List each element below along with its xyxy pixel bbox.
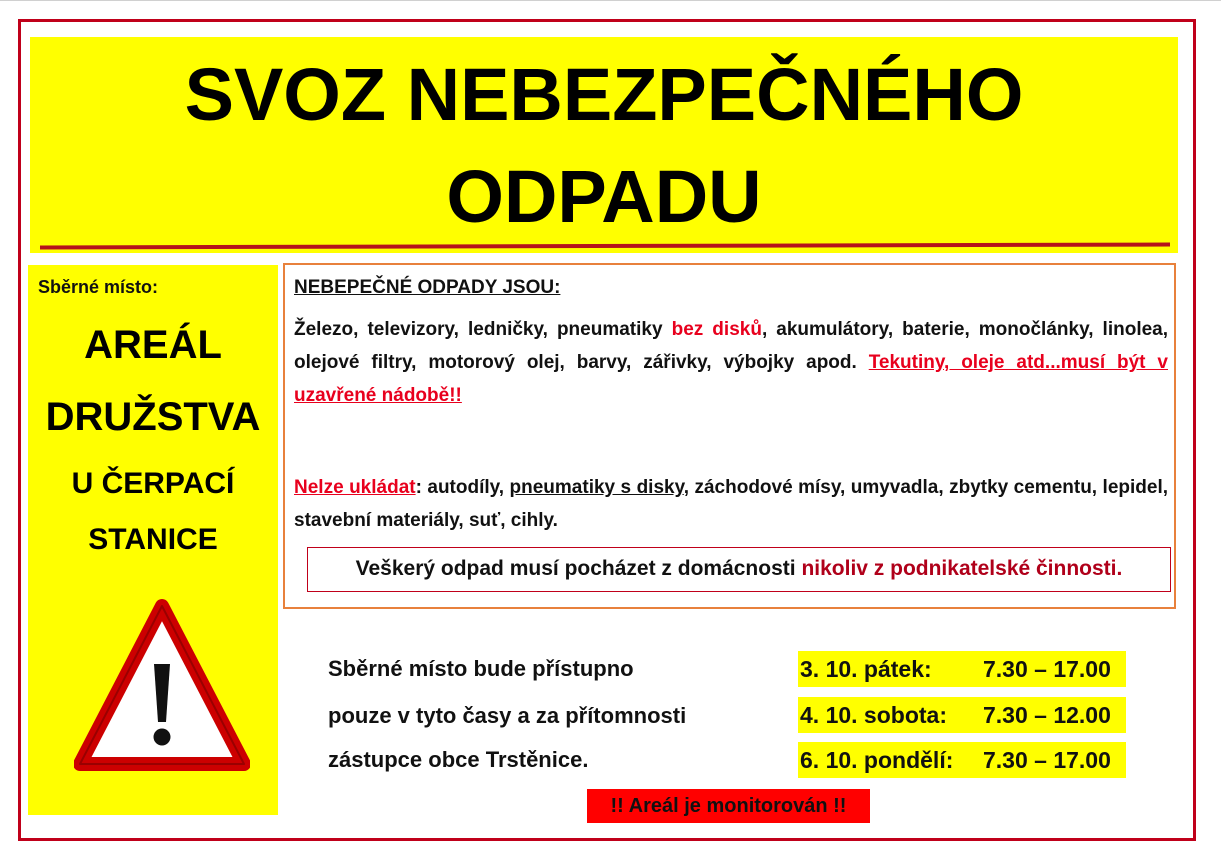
tires-with-rims-text: pneumatiky s disky [509,477,684,498]
schedule-day: 4. 10. sobota: [800,702,947,728]
warning-triangle-icon [74,598,250,774]
accepted-waste-paragraph [294,313,1168,412]
rejected-text-2: , záchodové mísy, umyvadla, zbytky cementu, lepidel, stavební materiály, suť, cihly. [294,477,1168,531]
access-line-2: pouze v tyto časy a za přítomnosti [328,703,687,728]
note-text: Veškerý odpad musí pocházet z domácnosti [355,557,802,580]
schedule-row [798,651,1126,687]
schedule-row [798,697,1126,733]
location-line-2: DRUŽSTVA [45,395,261,439]
schedule-day: 3. 10. pátek: [800,656,932,682]
without-rims-text: bez disků [671,319,762,340]
schedule-time: 7.30 – 12.00 [983,702,1111,728]
household-only-note [307,547,1171,592]
title-line-2: ODPADU [446,155,762,238]
schedule-time: 7.30 – 17.00 [983,747,1111,773]
page-title [30,37,1178,253]
schedule-day: 6. 10. pondělí: [800,747,954,773]
schedule-row [798,742,1126,778]
access-line-1: Sběrné místo bude přístupno [328,656,634,681]
rejected-waste-paragraph [294,471,1168,537]
location-line-1: AREÁL [84,323,222,367]
liquids-warning: Tekutiny, oleje atd...musí být v uzavřené nádobě!! [294,352,1168,406]
accepted-text-2: , akumulátory, baterie, monočlánky, linolea, olejové filtry, motorový olej, barvy, zářivky, výbojky apod. [294,319,1169,373]
page-top-rule [0,0,1221,1]
monitoring-notice: !! Areál je monitorován !! [587,789,870,823]
not-allowed-label: Nelze ukládat [294,477,416,498]
hazardous-waste-info [283,263,1176,609]
accepted-text-1: Železo, televizory, ledničky, pneumatiky [294,319,672,340]
title-line-1: SVOZ NEBEZPEČNÉHO [184,53,1024,136]
note-text-red: nikoliv z podnikatelské činnosti. [801,557,1123,580]
header-banner [30,37,1178,253]
location-line-4: STANICE [88,523,218,556]
collection-point-panel [28,265,278,815]
collection-point-label: Sběrné místo: [38,277,159,297]
info-heading: NEBEPEČNÉ ODPADY JSOU: [294,277,561,298]
access-line-3: zástupce obce Trstěnice. [328,747,589,772]
rejected-text-1: : autodíly, [415,477,510,498]
location-line-3: U ČERPACÍ [71,467,235,500]
schedule-time: 7.30 – 17.00 [983,656,1111,682]
